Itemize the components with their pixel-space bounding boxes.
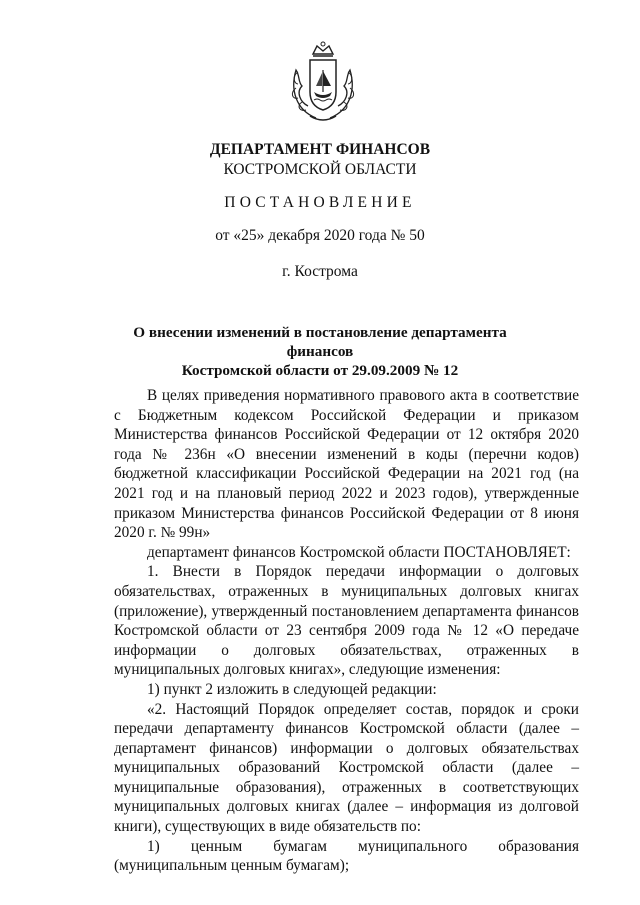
subitem-1-paragraph: 1) пункт 2 изложить в следующей редакции: [147,680,437,698]
resolution-paragraph: департамент финансов Костромской области ПОСТАНОВЛЯЕТ: [147,543,571,561]
coat-of-arms-icon [286,40,360,126]
department-name: ДЕПАРТАМЕНТ ФИНАНСОВ [209,141,431,158]
document-city: г. Кострома [282,263,358,280]
securities-paragraph: 1) ценным бумагам муниципального образования (муниципальным ценным бумагам); [114,837,579,875]
document-date: от «25» декабря 2020 года № 50 [215,227,425,244]
item-1-paragraph: 1. Внести в Порядок передачи информации о долговых обязательствах, отраженных в муниципальных долговых книгах (приложение), утвержденный постановлением департамента финансов Костромской области от 23 сентября 2009 года № 12 «О передаче информации о долговых обязательствах, отраженных в муниципальных долговых книгах», следующие изменения: [114,563,579,679]
document-type: ПОСТАНОВЛЕНИЕ [224,194,416,211]
document-title [100,323,540,380]
preamble-paragraph: В целях приведения нормативного правового акта в соответствие с Бюджетным кодексом Российской Федерации и приказом Министерства финансов Российской Федерации от 12 октября 2020 года № 236н «О внесении изменений в коды (перечни кодов) бюджетной классификации Российской Федерации на 2021 год (на 2021 год и на плановый период 2022 и 2023 годов), утвержденные приказом Министерства финансов Российской Федерации от 8 июня 2020 г. № 99н» [114,387,579,542]
department-region: КОСТРОМСКОЙ ОБЛАСТИ [223,161,417,178]
quoted-item-2-paragraph: «2. Настоящий Порядок определяет состав, порядок и сроки передачи департаменту финансов Костромской области (далее – департамент финансов) информации о долговых обязательствах муниципальных образований Костромской области (далее – муниципальные образования), отраженных в соответствующих муниципальных долговых книгах (далее – информация из долговой книги), существующих в виде обязательств по: [114,700,579,836]
document-title-line-2: Костромской области от 29.09.2009 № 12 [181,362,459,379]
document-title-line-1: О внесении изменений в постановление департамента финансов [133,324,507,360]
document-body [114,386,579,876]
